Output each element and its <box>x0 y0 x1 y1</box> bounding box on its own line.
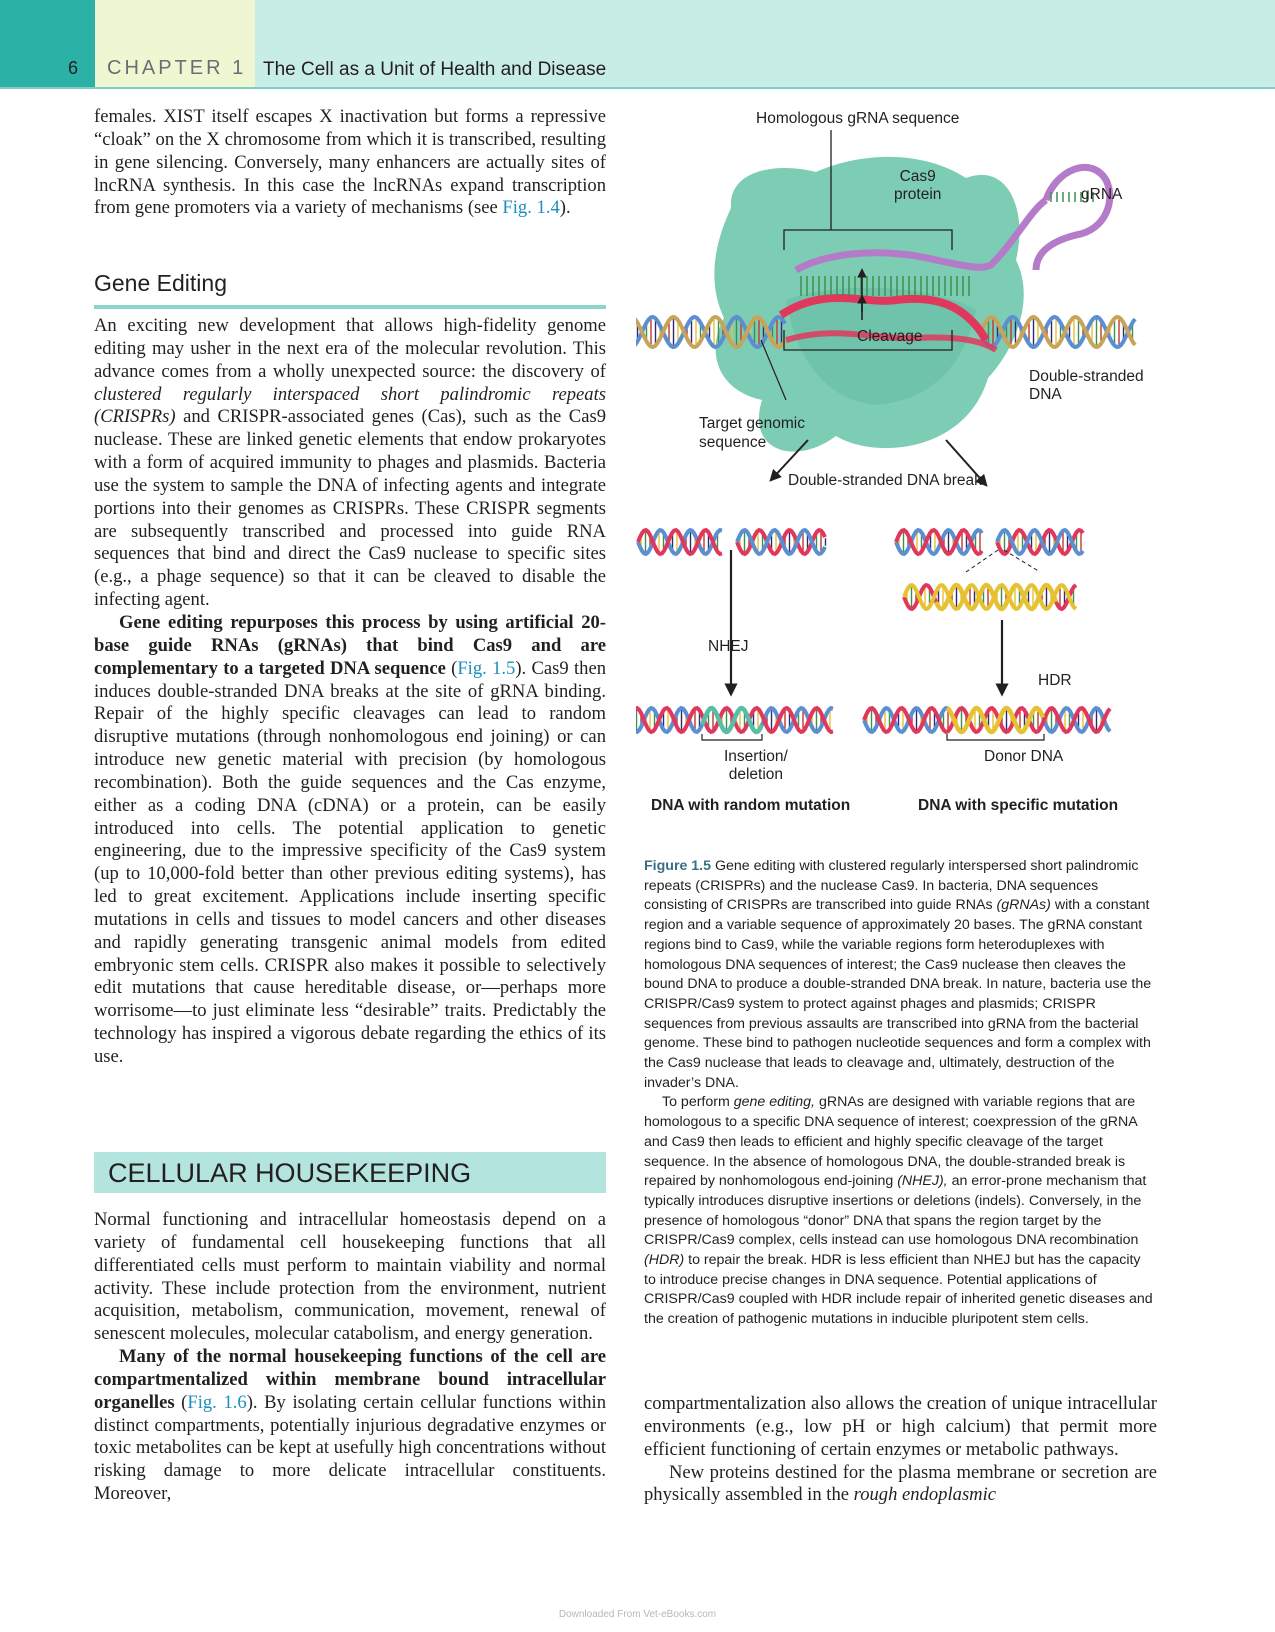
caption-text: gRNAs are designed with variable regions that are homologous to a specific DNA sequence of interest; coexpression of the gRNA and Cas9 then leads to efficient and highly specific cleavage of the target sequence. In the absence of homologous DNA, the double-stranded break is repaired by nonhomologous end-joining <box>644 1094 1137 1190</box>
intro-text-end: ). <box>559 197 571 219</box>
right-p2-text: New proteins destined for the plasma membrane or secretion are physically assembled in the <box>644 1461 1157 1506</box>
header-accent-block <box>0 0 95 87</box>
caption-figure-label: Figure 1.5 <box>644 858 712 874</box>
label-target-line1: Target genomic <box>699 415 805 432</box>
label-specific-mutation: DNA with specific mutation <box>918 797 1119 814</box>
intro-text: females. XIST itself escapes X inactivation but forms a repressive “cloak” on the X chromosome from which it is transcribed, resulting in gene silencing. Conversely, many enhancers are actually sites of lncRNA synthesis. In this case the lncRNAs expand transcription from gene promoters via a variety of mechanisms (see <box>94 106 606 219</box>
donor-bracket <box>947 734 1044 740</box>
hk-p2-text: ). By isolating certain cellular functions within distinct compartments, potentially injurious degradative enzymes or toxic metabolites can be kept at usefully high concentrations without risking damage to more delicate intracellular constituents. Moreover, <box>94 1391 606 1505</box>
figure-ref-link[interactable]: Fig. 1.4 <box>502 197 560 219</box>
caption-text: To perform <box>662 1094 734 1111</box>
figure-crispr-diagram <box>636 100 1275 860</box>
dna-specific-mutation <box>864 708 1110 732</box>
dna-random-mutation <box>636 708 833 732</box>
label-insertion-deletion <box>724 748 788 784</box>
page-number: 6 <box>68 58 79 78</box>
label-random-mutation: DNA with random mutation <box>651 797 851 814</box>
right-p1-text: compartmentalization also allows the creation of unique intracellular environments (e.g., low pH or high calcium) that permit more efficient functioning of certain enzymes or metabolic pathways. <box>644 1393 1157 1460</box>
label-grna: gRNA <box>1081 186 1123 203</box>
figure-ref-link[interactable]: Fig. 1.6 <box>187 1391 247 1413</box>
label-donor-dna: Donor DNA <box>984 748 1064 765</box>
label-cas9-line1: Cas9 <box>899 168 936 185</box>
ge-p1-text: An exciting new development that allows high-fidelity genome editing may usher in the next era of the molecular revolution. This advance comes from a wholly unexpected source: the discovery of <box>94 315 606 382</box>
hk-p1-text: Normal functioning and intracellular homeostasis depend on a variety of fundamental cell housekeeping functions that all differentiated cells must perform to maintain viability and normal activity. These include protection from the environment, nutrient acquisition, metabolism, communication, movement, renewal of senescent molecules, molecular catabolism, and energy generation. <box>94 1209 606 1345</box>
section-heading-box <box>94 1152 606 1193</box>
figure-caption <box>644 857 1154 1330</box>
caption-text: an error-prone mechanism that typically introduces disruptive insertions or deletions (indels). Conversely, in the presence of homologous “donor” DNA that spans the region target by the CRISPR/Cas9 complex, cells instead can use homologous DNA recombination <box>644 1173 1147 1249</box>
section-heading-housekeeping: CELLULAR HOUSEKEEPING <box>108 1158 472 1188</box>
label-dsdna-line2: DNA <box>1029 386 1062 403</box>
label-target-line2: sequence <box>699 434 767 451</box>
label-homologous-grna: Homologous gRNA sequence <box>756 110 960 127</box>
donor-dna-template <box>904 585 1076 609</box>
hk-p2-open: ( <box>174 1391 188 1413</box>
chapter-number: 1 <box>232 57 247 79</box>
header-rule <box>0 87 1275 89</box>
label-double-stranded-dna <box>1029 368 1144 404</box>
figure-ref-link[interactable]: Fig. 1.5 <box>457 657 516 679</box>
caption-italic: (NHEJ), <box>897 1173 948 1190</box>
label-target-genomic <box>699 414 805 452</box>
label-dsdna-line1: Double-stranded <box>1029 368 1144 385</box>
gene-editing-text <box>94 315 606 1069</box>
caption-italic: (gRNAs) <box>996 897 1051 914</box>
caption-text: Gene editing with clustered regularly interspersed short palindromic repeats (CRISPRs) and the nuclease Cas9. In bacteria, DNA sequences consisting of CRISPRs are transcribed into guide RNAs <box>644 858 1139 914</box>
right-column-text <box>644 1393 1157 1507</box>
label-insertion-line2: deletion <box>728 766 784 783</box>
section-heading-gene-editing: Gene Editing <box>94 270 227 296</box>
ge-p2-text: ). Cas9 then induces double-stranded DNA breaks at the site of gRNA binding. Repair of the highly specific cleavages can lead to random disruptive mutations (through nonhomologous end joining) or can introduce new genetic material with precision (by homologous recombination). Both the guide sequences and the Cas enzyme, either as a coding DNA (cDNA) or a protein, can be easily introduced into cells. The potential application to genetic engineering, due to the impressive specificity of the Cas9 system (up to 10,000-fold better than other previous editing systems), has led to great excitement. Applications include inserting specific mutations in cells and tissues to model cancers and other diseases and rapidly generating transgenic animal models from edited embryonic stem cells. CRISPR also makes it possible to selectively edit mutations that cause hereditable disease, or—perhaps more worrisome—to just eliminate less “desirable” traits. Predictably the technology has inspired a vigorous debate regarding the ethics of its use. <box>94 657 606 1067</box>
caption-text: to repair the break. HDR is less efficient than NHEJ but has the capacity to introduce precise changes in DNA sequence. Potential applications of CRISPR/Cas9 coupled with HDR include repair of inherited genetic diseases and the creation of pathogenic mutations in inducible pluripotent stem cells. <box>644 1252 1153 1328</box>
broken-dna-right <box>896 530 1083 554</box>
label-nhej: NHEJ <box>708 638 749 655</box>
ge-p2-bold: Gene editing repurposes this process by using artificial 20-base guide RNAs (gRNAs) that bind Cas9 and are complementary to a targeted DNA sequence <box>94 611 606 679</box>
caption-italic: gene editing, <box>733 1094 816 1111</box>
chapter-label <box>107 57 246 80</box>
chapter-word: CHAPTER <box>107 57 224 79</box>
section-rule <box>94 305 606 309</box>
housekeeping-text <box>94 1209 606 1506</box>
label-hdr: HDR <box>1038 672 1072 689</box>
label-insertion-line1: Insertion/ <box>724 748 788 765</box>
ge-p2-open: ( <box>445 657 458 679</box>
right-p2-italic: rough endoplasmic <box>853 1484 997 1506</box>
caption-italic: (HDR) <box>644 1252 685 1269</box>
left-intro-paragraph <box>94 106 606 220</box>
hk-p2-bold: Many of the normal housekeeping functions of the cell are compartmentalized within membrane bound intracellular organelles <box>94 1346 606 1413</box>
download-footer: Downloaded From Vet-eBooks.com <box>558 1609 717 1620</box>
label-dsdna-break: Double-stranded DNA break <box>788 472 982 489</box>
caption-text: with a constant region and a variable sequence of approximately 20 bases. The gRNA constant regions bind to Cas9, while the variable regions form heteroduplexes with homologous DNA sequences of interest; the Cas9 nuclease then cleaves the bound DNA to produce a double-stranded DNA break. In nature, bacteria use the CRISPR/Cas9 system to protect against phages and plasmids; CRISPR sequences from previous assaults are transcribed into gRNA from the bacterial genome. These bind to pathogen nucleotide sequences and form a complex with the Cas9 nuclease that leads to cleavage and, ultimately, destruction of the invader’s DNA. <box>644 897 1152 1091</box>
ge-p1-text-b: and CRISPR-associated genes (Cas), such as the Cas9 nuclease. These are linked genetic elements that endow prokaryotes with a form of acquired immunity to phages and plasmids. Bacteria use the system to sample the DNA of infecting agents and integrate portions into their genomes as CRISPRs. These CRISPR segments are subsequently transcribed and processed into guide RNA sequences that bind and direct the Cas9 nuclease to specific sites (e.g., a phage sequence) so that it can be cleaved to disable the infecting agent. <box>94 406 606 611</box>
chapter-title: The Cell as a Unit of Health and Disease <box>263 59 607 80</box>
grna-loop <box>1036 167 1110 270</box>
label-cleavage: Cleavage <box>857 328 923 345</box>
indel-bracket <box>702 734 762 740</box>
label-cas9-line2: protein <box>894 186 942 203</box>
label-cas9 <box>894 168 941 204</box>
ge-p1-italic: clustered regularly interspaced short palindromic repeats (CRISPRs) <box>94 383 606 428</box>
